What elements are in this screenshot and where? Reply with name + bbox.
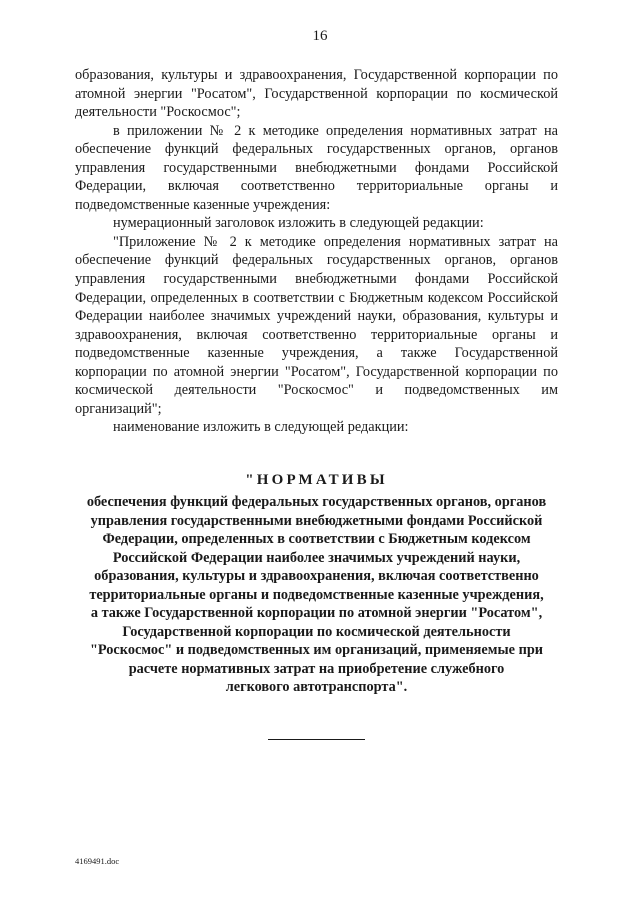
heading-line: Государственной корпорации по космической деятельности — [122, 623, 511, 640]
normatives-heading-body — [75, 493, 558, 697]
heading-line: Федерации, определенных в соответствии с Бюджетным кодексом — [102, 531, 531, 548]
paragraph-numbering-header-instruction: нумерационный заголовок изложить в следующей редакции: — [113, 215, 484, 232]
heading-line: образования, культуры и здравоохранения, включая соответственно — [94, 568, 539, 585]
heading-line: управления государственными внебюджетными фондами Российской — [90, 512, 543, 529]
paragraph-continuation: образования, культуры и здравоохранения, Государственной корпорации по атомной энергии "Росатом", Государственной корпорации по космической деятельности "Роскосмос"; — [75, 67, 558, 121]
heading-line: легкового автотранспорта". — [225, 679, 408, 696]
page-number: 16 — [312, 28, 328, 44]
section-divider-rule — [268, 739, 365, 740]
heading-line: обеспечения функций федеральных государственных органов, органов — [86, 494, 547, 510]
paragraph-title-instruction: наименование изложить в следующей редакции: — [113, 419, 409, 436]
paragraph-appendix-reference: в приложении № 2 к методике определения нормативных затрат на обеспечение функций федеральных государственных органов, органов управления государственными внебюджетными фондами Российской Федерации, включая соответственно территориальные органы и подведомственные казенные учреждения: — [75, 122, 558, 213]
document-file-code: 4169491.doc — [75, 856, 120, 866]
heading-line: "Роскосмос" и подведомственных им организаций, применяемые при — [89, 642, 544, 659]
heading-line: территориальные органы и подведомственные казенные учреждения, — [89, 586, 544, 603]
heading-line: а также Государственной корпорации по атомной энергии "Росатом", — [90, 605, 543, 622]
normatives-heading-title: "НОРМАТИВЫ — [245, 472, 388, 488]
paragraph-quoted-appendix-header: "Приложение № 2 к методике определения нормативных затрат на обеспечение функций федеральных государственных органов, органов управления государственными внебюджетными фондами Российской Федерации, определенных в соответствии с Бюджетным кодексом Российской Федерации наиболее значимых учреждений науки, образования, культуры и здравоохранения, включая соответственно территориальные органы и подведомственные казенные учреждения, а также Государственной корпорации по атомной энергии "Росатом", Государственной корпорации по космической деятельности "Роскосмос" и подведомственных им организаций"; — [75, 233, 558, 417]
heading-line: Российской Федерации наиболее значимых учреждений науки, — [112, 549, 521, 566]
document-body — [75, 66, 558, 437]
heading-line: расчете нормативных затрат на приобретение служебного — [128, 660, 505, 677]
